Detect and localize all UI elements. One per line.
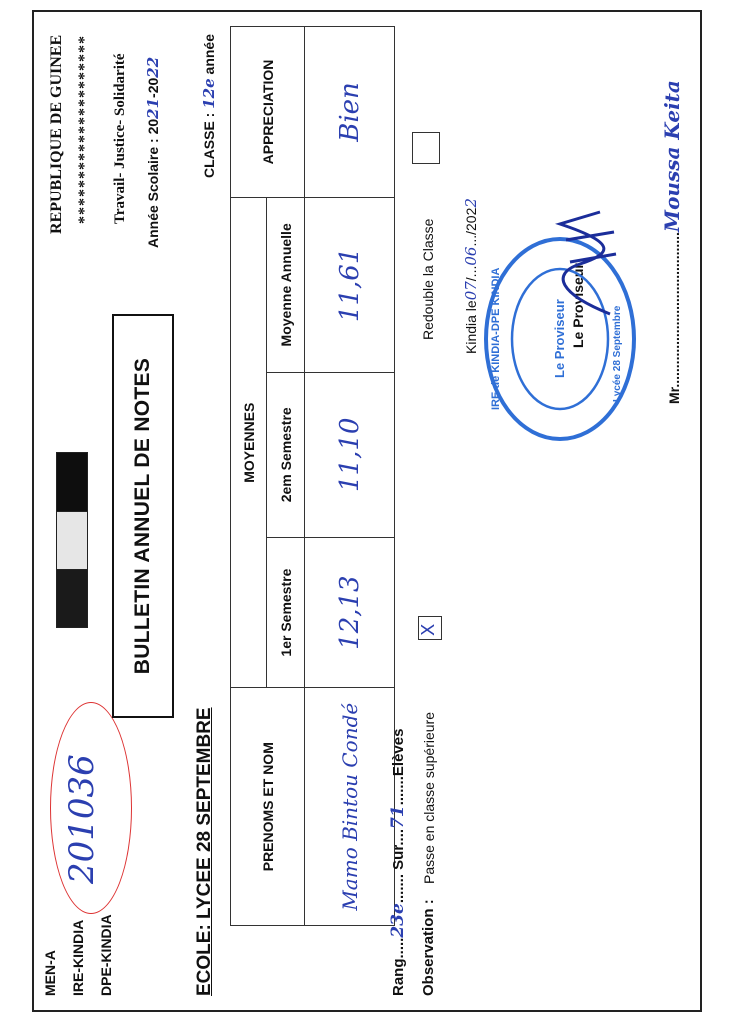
redouble-checkbox[interactable] xyxy=(412,132,440,164)
school-year-label: Année Scolaire : 20 xyxy=(145,118,161,248)
classe-value: 12e xyxy=(200,78,218,109)
stamp-bottom-text: Lycée 28 Septembre xyxy=(612,305,623,402)
rang-label: Rang xyxy=(390,958,407,996)
proviseur-role: Le Proviseur xyxy=(570,263,586,348)
school-name: ECOLE: LYCEE 28 SEPTEMBRE xyxy=(194,707,215,996)
rang-total: 71 xyxy=(388,805,408,829)
stamp-outer-text: IRE de KINDIA-DPE KINDIA xyxy=(490,267,502,410)
flag-stripe-1 xyxy=(56,568,88,628)
mr-label: Mr xyxy=(666,387,682,404)
header-appreciation: APPRECIATION xyxy=(231,27,305,198)
table-row xyxy=(305,27,395,926)
ire-label: IRE-KINDIA xyxy=(70,919,86,996)
flag-stripe-2 xyxy=(56,510,88,570)
grade-annual: 11,61 xyxy=(334,247,365,323)
passe-label: Passe en classe supérieure xyxy=(421,712,437,884)
ministry-label: MEN-A xyxy=(42,950,58,996)
school-year-sep: -20 xyxy=(145,77,161,98)
grade-s2: 11,10 xyxy=(334,417,365,492)
grades-table xyxy=(230,26,395,926)
header-moyennes: MOYENNES xyxy=(231,197,267,687)
rang-value: 23e xyxy=(388,903,408,938)
rang-line: Rang.....23e....... Sur....71.......Elèves xyxy=(388,728,408,996)
mr-name: Moussa Keita xyxy=(660,80,684,233)
student-name: Mamo Bintou Condé xyxy=(337,702,362,911)
document-title-text: BULLETIN ANNUEL DE NOTES xyxy=(131,357,154,675)
observation-label: Observation : xyxy=(420,899,437,996)
classe-label: CLASSE : xyxy=(201,112,217,178)
date-year-prefix: /202 xyxy=(463,207,479,235)
redouble-label: Redouble la Classe xyxy=(420,218,436,340)
header-name: PRENOMS ET NOM xyxy=(231,688,305,926)
header-s2: 2em Semestre xyxy=(267,372,305,537)
date-year-suffix: 2 xyxy=(462,198,480,208)
motto: Travail- Justice- Solidarité xyxy=(112,53,128,224)
classe-suffix: année xyxy=(201,33,217,75)
header-s1: 1er Semestre xyxy=(267,537,305,688)
signature-mark xyxy=(540,184,630,324)
passe-check-mark: X xyxy=(418,623,439,636)
country-name: REPUBLIQUE DE GUINEE xyxy=(48,34,65,234)
header-annual: Moyenne Annuelle xyxy=(267,197,305,372)
date-place: Kindia le xyxy=(463,300,479,354)
rang-eleves: Elèves xyxy=(390,728,407,777)
classe-line xyxy=(200,34,218,178)
date-line: Kindia le07/...06.../2022 xyxy=(462,198,480,354)
mr-line: Mr........................................Moussa Keita xyxy=(660,80,684,404)
document-title xyxy=(112,314,174,718)
flag-stripe-3 xyxy=(56,452,88,512)
school-year-start: 21 xyxy=(144,97,162,119)
date-day: 07 xyxy=(462,281,480,301)
school-year-end: 22 xyxy=(144,56,162,78)
rang-sur-label: Sur xyxy=(390,845,407,870)
registration-number: 201036 xyxy=(62,754,102,884)
grade-s1: 12,13 xyxy=(334,575,365,650)
date-month: 06 xyxy=(462,246,480,266)
passe-checkbox[interactable] xyxy=(418,616,442,640)
appreciation-value: Bien xyxy=(334,82,365,142)
dpe-label: DPE-KINDIA xyxy=(98,914,114,996)
stamp-inner-text: Le Proviseur xyxy=(552,299,567,378)
school-year xyxy=(144,57,162,248)
stars-line: ********************* xyxy=(76,35,93,224)
